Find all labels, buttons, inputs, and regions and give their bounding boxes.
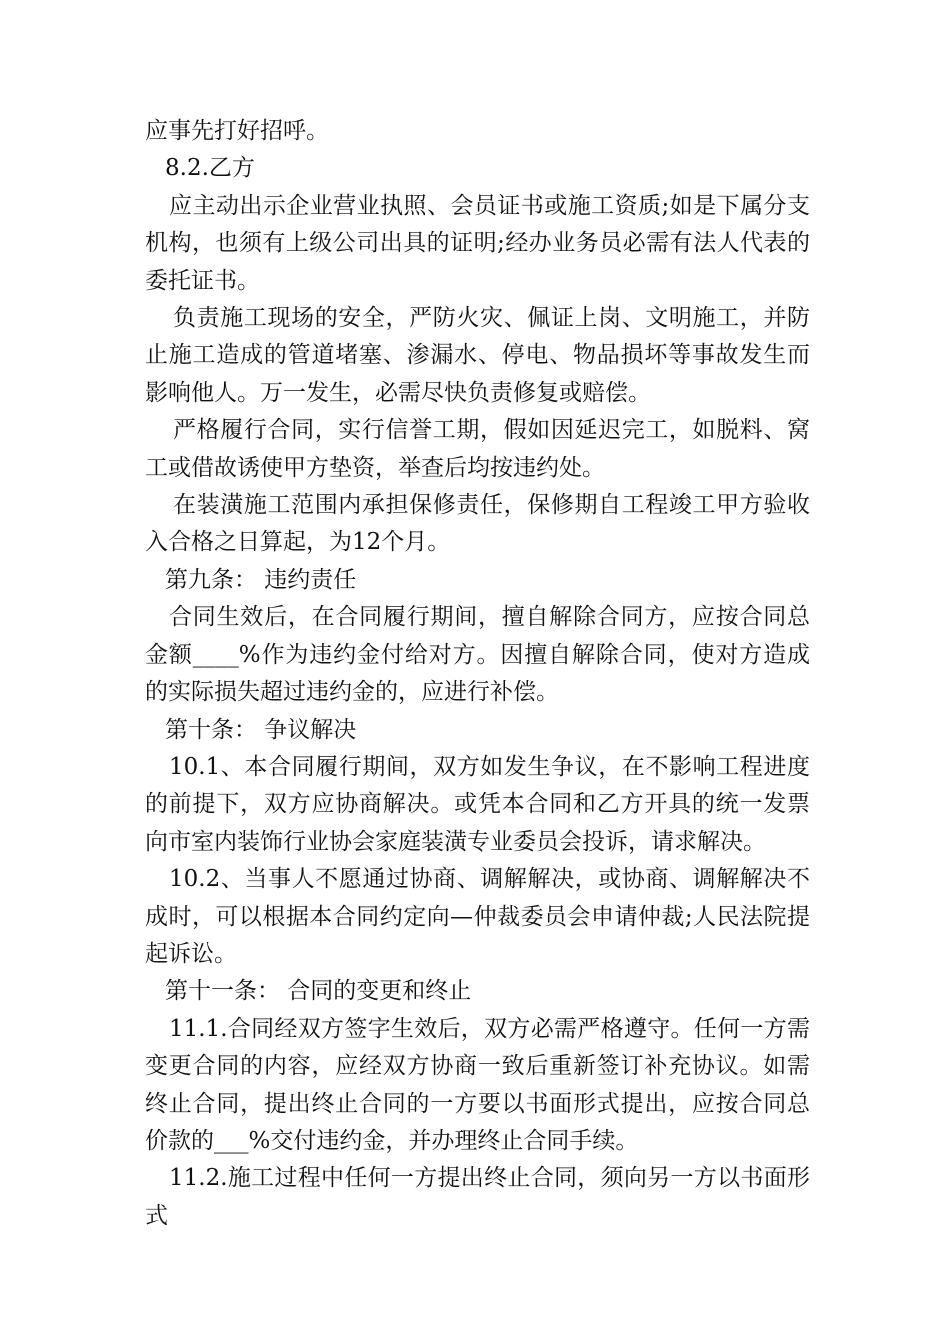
article-heading-10: 第十条： 争议解决 [165,716,357,743]
article-heading-9: 第九条： 违约责任 [165,566,357,593]
paragraph-1: 应事先打好招呼。 [145,118,329,144]
section-heading-8-2: 8.2.乙方 [165,155,255,182]
paragraph-10-1: 10.1、本合同履行期间，双方如发生争议，在不影响工程进度的前提下，双方应协商解决。或凭本合同和乙方开具的统一发票向市室内装饰行业协会家庭装潢专业委员会投诉，请求解决。 [145,753,810,855]
paragraph-10-2: 10.2、当事人不愿通过协商、调解解决，或协商、调解解决不成时，可以根据本合同约定向—仲裁委员会申请仲裁;人民法院提起诉讼。 [145,866,810,967]
article-heading-11: 第十一条： 合同的变更和终止 [165,978,472,1005]
document-body [145,113,810,1235]
paragraph-5: 严格履行合同，实行信誉工期，假如因延迟完工，如脱料、窝工或借故诱使甲方垫资，举查后均按违约处。 [145,417,810,481]
paragraph-6: 在装潢施工范围内承担保修责任，保修期自工程竣工甲方验收入合格之日算起，为12个月。 [145,492,810,556]
paragraph-4: 负责施工现场的安全，严防火灾、佩证上岗、文明施工，并防止施工造成的管道堵塞、渗漏水、停电、物品损坏等事故发生而影响他人。万一发生，必需尽快负责修复或赔偿。 [145,305,810,406]
paragraph-11-2: 11.2.施工过程中任何一方提出终止合同，须向另一方以书面形式 [145,1165,810,1229]
paragraph-11-1: 11.1.合同经双方签字生效后，双方必需严格遵守。任何一方需变更合同的内容，应经双方协商一致后重新签订补充协议。如需终止合同，提出终止合同的一方要以书面形式提出，应按合同总价款的___%交付违约金，并办理终止合同手续。 [145,1015,810,1154]
paragraph-3: 应主动出示企业营业执照、会员证书或施工资质;如是下属分支机构，也须有上级公司出具的证明;经办业务员必需有法人代表的委托证书。 [145,192,810,294]
paragraph-8: 合同生效后，在合同履行期间，擅自解除合同方，应按合同总金额____%作为违约金付给对方。因擅自解除合同，使对方造成的实际损失超过违约金的，应进行补偿。 [145,604,810,706]
